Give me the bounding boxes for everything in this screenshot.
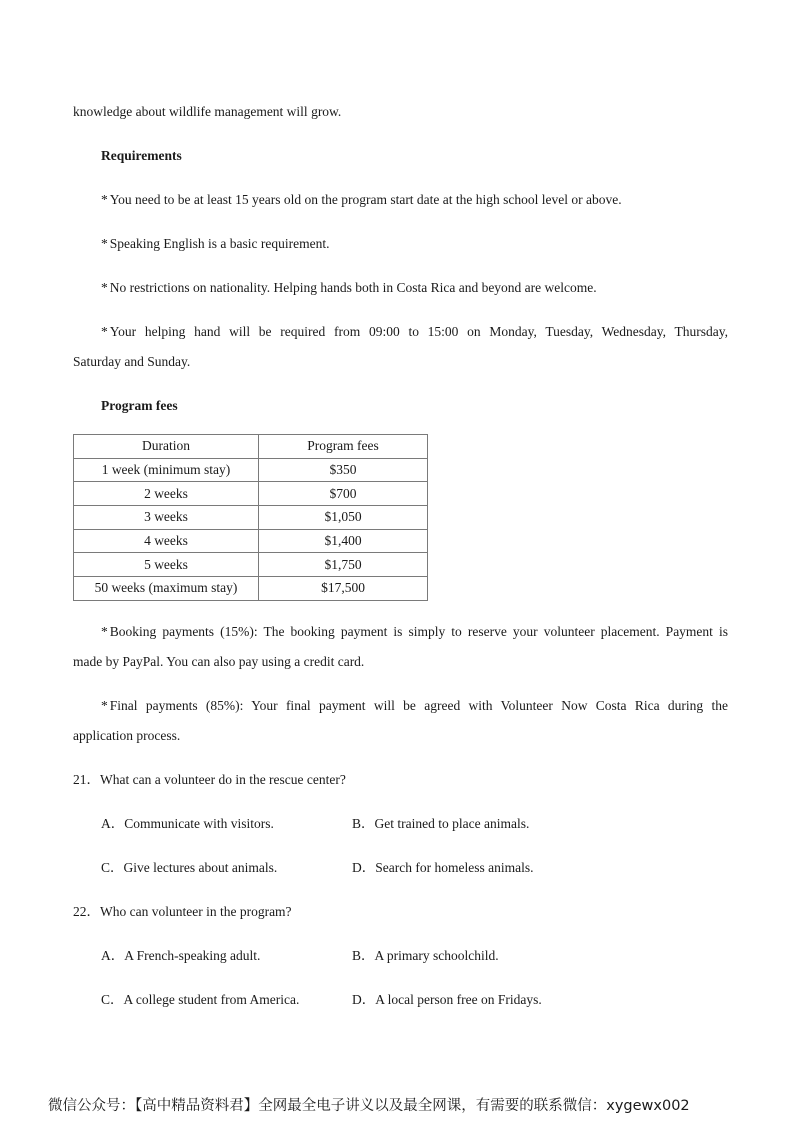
requirement-item-nationality	[101, 273, 728, 303]
asterisk-icon: *	[101, 236, 108, 251]
table-row	[74, 458, 428, 482]
column-header-fees: Program fees	[259, 435, 428, 459]
question-21-option-d[interactable]: D．Search for homeless animals.	[352, 860, 534, 875]
asterisk-icon: *	[101, 192, 108, 207]
fee-cell: $1,750	[259, 553, 428, 577]
duration-cell: 1 week (minimum stay)	[74, 458, 259, 482]
program-fees-heading: Program fees	[101, 398, 178, 413]
duration-cell: 5 weeks	[74, 553, 259, 577]
fee-cell: $350	[259, 458, 428, 482]
table-row	[74, 577, 428, 601]
fee-cell: $700	[259, 482, 428, 506]
requirement-text: You need to be at least 15 years old on the program start date at the high school level or above.	[109, 192, 622, 207]
question-21-option-c[interactable]: C．Give lectures about animals.	[101, 860, 278, 875]
requirement-text: No restrictions on nationality. Helping hands both in Costa Rica and beyond are welcome.	[109, 280, 597, 295]
booking-payment-text	[101, 617, 728, 647]
requirements-heading: Requirements	[101, 148, 182, 163]
footer-watermark-text: 微信公众号：【高中精品资料君】全网最全电子讲义以及最全网课，有需要的联系微信：xygewx002	[48, 1098, 690, 1114]
program-fees-table	[73, 434, 428, 601]
booking-payment-line: Booking payments (15%): The booking payment is simply to reserve your volunteer placement. Payment is	[109, 624, 728, 639]
requirement-item-age	[101, 185, 728, 215]
duration-cell: 3 weeks	[74, 506, 259, 530]
requirement-text: Speaking English is a basic requirement.	[109, 236, 330, 251]
table-row	[74, 529, 428, 553]
table-row	[74, 482, 428, 506]
duration-cell: 4 weeks	[74, 529, 259, 553]
fee-cell: $17,500	[259, 577, 428, 601]
final-payment-line: Final payments (85%): Your final payment will be agreed with Volunteer Now Costa Rica during the	[109, 698, 728, 713]
asterisk-icon: *	[101, 698, 108, 713]
requirement-item-schedule	[101, 317, 728, 347]
final-payment-cont: application process.	[73, 728, 181, 743]
table-row	[74, 506, 428, 530]
fee-cell: $1,050	[259, 506, 428, 530]
intro-tail-text: knowledge about wildlife management will grow.	[73, 104, 342, 119]
question-22-option-d[interactable]: D．A local person free on Fridays.	[352, 992, 542, 1007]
requirement-text: Your helping hand will be required from 09:00 to 15:00 on Monday, Tuesday, Wednesday, Thursday,	[109, 324, 728, 339]
question-22-option-b[interactable]: B．A primary schoolchild.	[352, 948, 499, 963]
table-header-row	[74, 435, 428, 459]
question-22-stem: 22．Who can volunteer in the program?	[73, 904, 292, 919]
asterisk-icon: *	[101, 280, 108, 295]
asterisk-icon: *	[101, 624, 108, 639]
question-21-stem: 21．What can a volunteer do in the rescue center?	[73, 772, 346, 787]
duration-cell: 2 weeks	[74, 482, 259, 506]
question-21-option-b[interactable]: B．Get trained to place animals.	[352, 816, 530, 831]
question-22-option-c[interactable]: C．A college student from America.	[101, 992, 300, 1007]
final-payment-text	[101, 691, 728, 721]
requirement-item-english	[101, 229, 728, 259]
column-header-duration: Duration	[74, 435, 259, 459]
question-22-option-a[interactable]: A．A French-speaking adult.	[101, 948, 261, 963]
booking-payment-cont: made by PayPal. You can also pay using a credit card.	[73, 654, 365, 669]
fee-cell: $1,400	[259, 529, 428, 553]
question-21-option-a[interactable]: A．Communicate with visitors.	[101, 816, 274, 831]
duration-cell: 50 weeks (maximum stay)	[74, 577, 259, 601]
asterisk-icon: *	[101, 324, 108, 339]
requirement-item-schedule-cont: Saturday and Sunday.	[73, 354, 191, 369]
table-row	[74, 553, 428, 577]
